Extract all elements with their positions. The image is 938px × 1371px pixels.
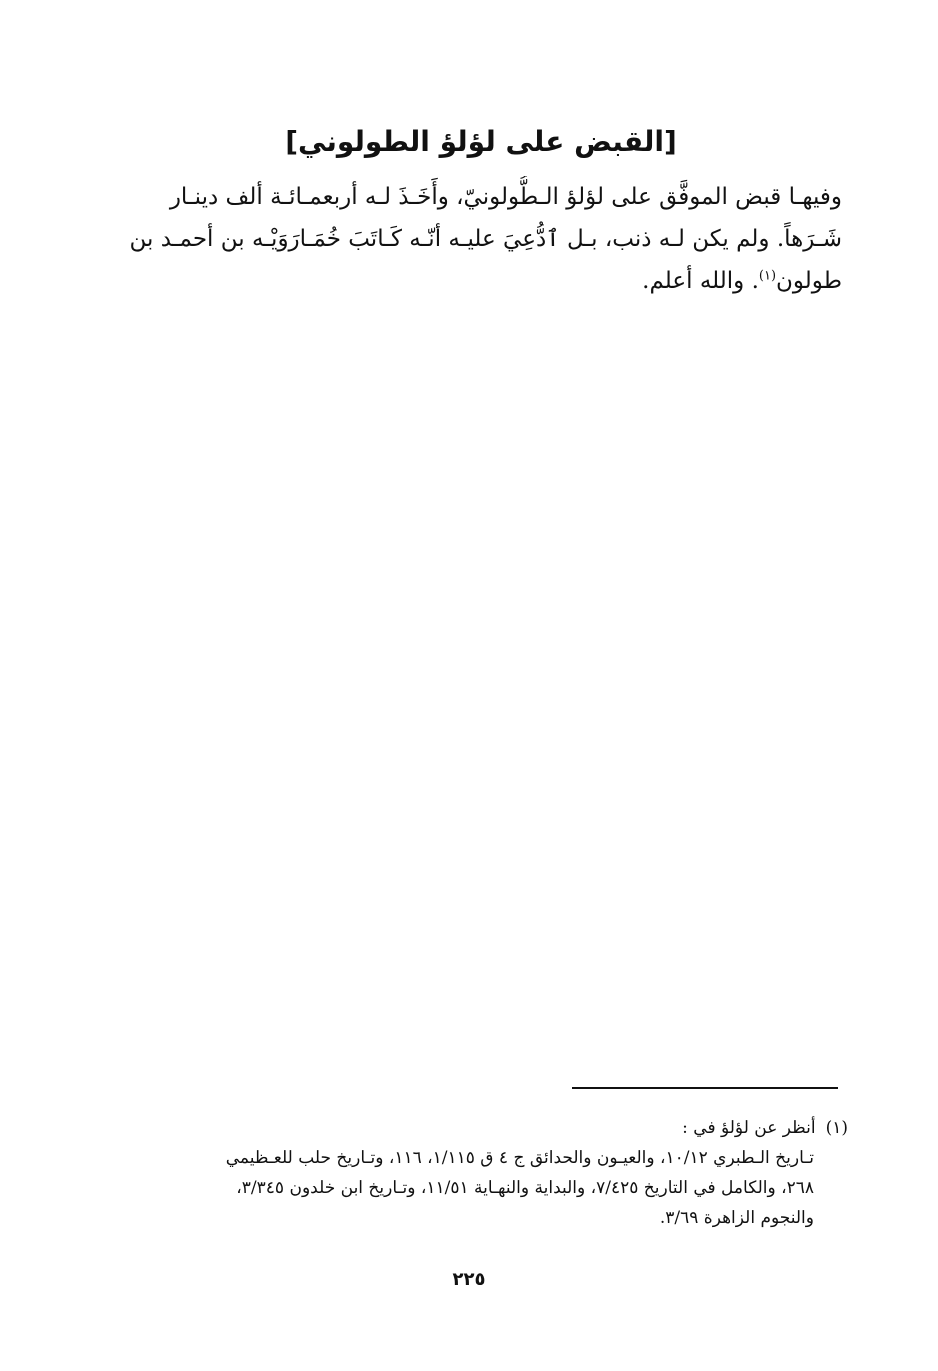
page-number: ٢٢٥ — [452, 1269, 486, 1290]
footnote-line-3: والنجوم الزاهرة ٣/٦٩. — [659, 1208, 814, 1228]
body-line-2: شَـرَهاً. ولم يكن لـه ذنب، بـل ٱدُّعِيَ عليـه أنّـه كَـاتَبَ خُمَـارَوَيْـه بن أحمـد بن — [129, 226, 842, 252]
body-line-1: وفيهـا قبض الموفَّق على لؤلؤ الـطُّولونيّ، وأَخَـذَ لـه أربعمـائـة ألف دينـار — [169, 184, 842, 210]
footnote-heading — [128, 1113, 848, 1143]
body-line-3-end: . والله أعلم. — [642, 268, 759, 294]
footnote-number: (١) — [825, 1118, 848, 1138]
body-line-3 — [118, 260, 842, 302]
footnote-line-1: تـاريخ الـطبري ١٠/١٢، والعيـون والحدائق ج ٤ ق ١/١١٥، ١١٦، وتـاريخ حلب للعـظيمي — [225, 1148, 814, 1168]
body-line-3-text: طولون — [776, 268, 842, 294]
body-paragraph — [118, 176, 842, 302]
footnote-separator — [572, 1087, 838, 1089]
footnote-line-2: ٢٦٨، والكامل في التاريخ ٧/٤٢٥، والبداية والنهـاية ١١/٥١، وتـاريخ ابن خلدون ٣/٣٤٥، — [236, 1178, 814, 1198]
footnote-reference-mark: (١) — [758, 268, 777, 284]
footnotes — [128, 1113, 848, 1233]
footnote-intro: أنظر عن لؤلؤ في : — [682, 1118, 816, 1138]
section-heading: [القبض على لؤلؤ الطولوني] — [285, 125, 677, 158]
